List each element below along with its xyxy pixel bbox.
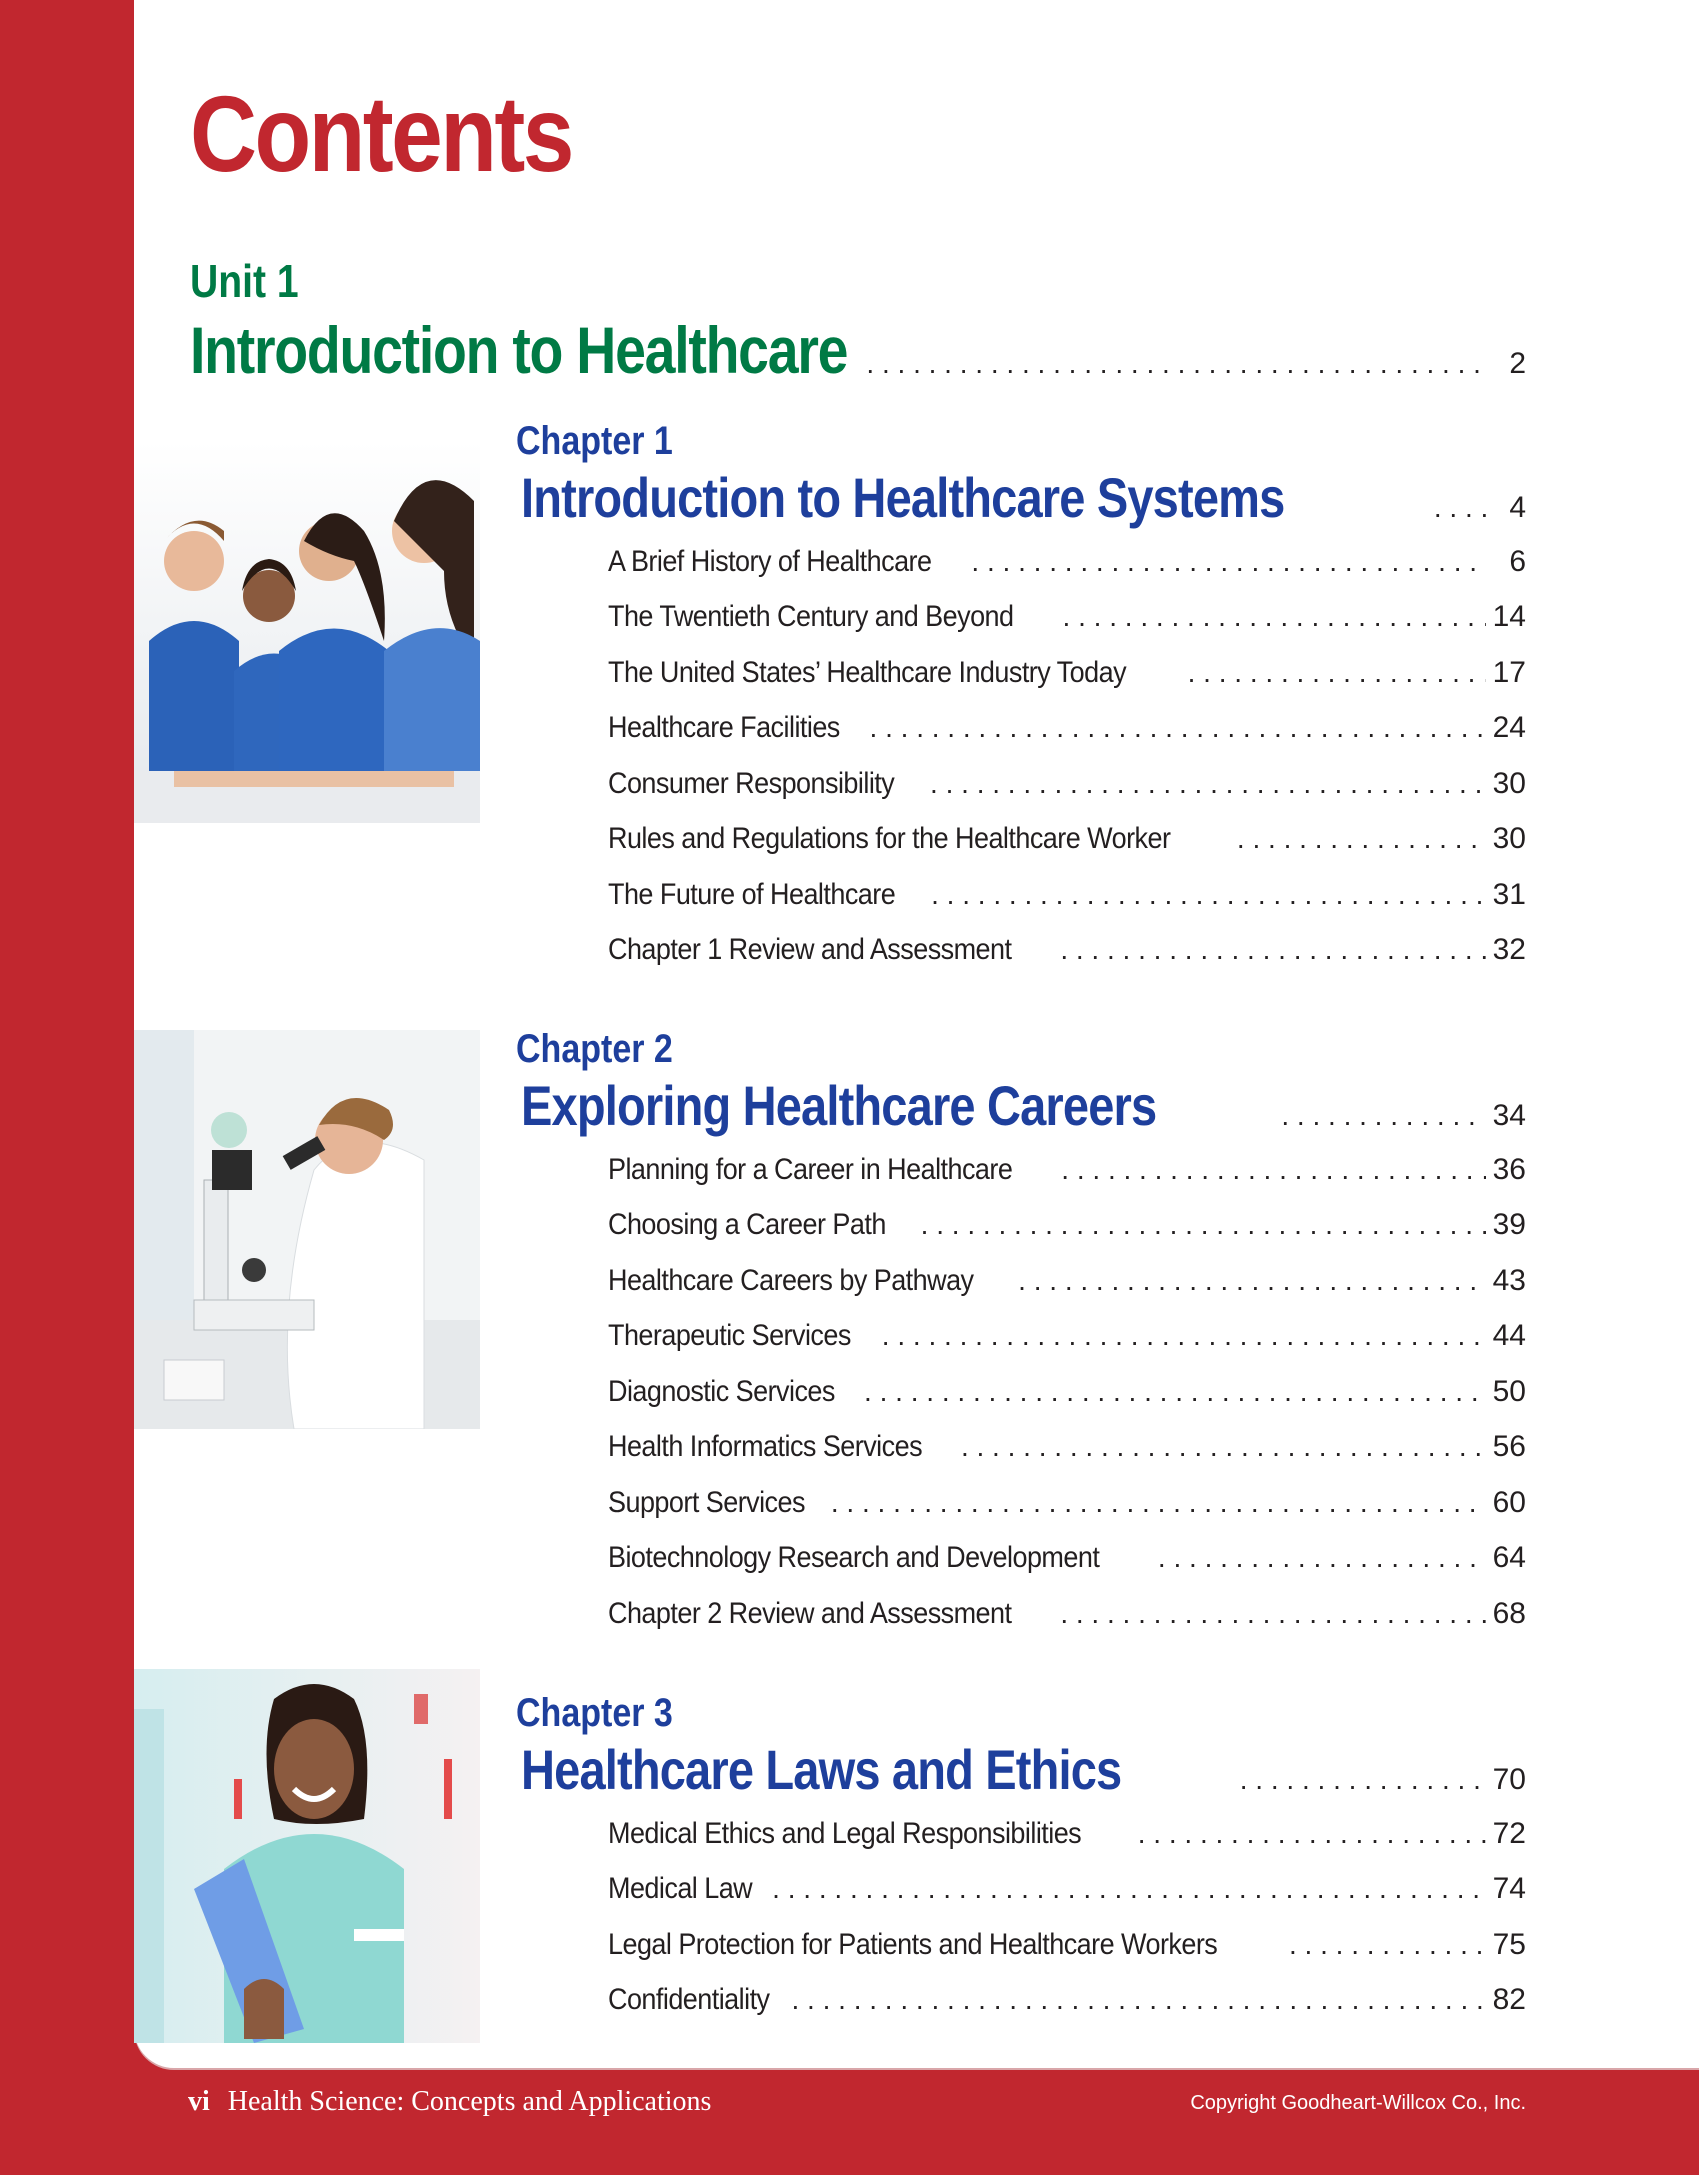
dot-leader: [1063, 601, 1486, 633]
chapter-2-label: Chapter 2: [516, 1027, 673, 1071]
nurse-with-clipboard-image: [134, 1669, 480, 2043]
entry-page-number: 14: [1492, 600, 1526, 633]
toc-entry[interactable]: [608, 656, 1526, 690]
dot-leader: [921, 1209, 1486, 1241]
entry-page-number: 31: [1492, 878, 1526, 911]
dot-leader: [1060, 1598, 1486, 1630]
dot-leader: [772, 1873, 1486, 1905]
entry-title: Choosing a Career Path: [608, 1208, 886, 1241]
entry-title: Chapter 1 Review and Assessment: [608, 933, 1012, 966]
dot-leader: [1158, 1542, 1486, 1574]
entry-title: Biotechnology Research and Development: [608, 1541, 1100, 1574]
entry-title: Therapeutic Services: [608, 1319, 851, 1352]
toc-entry[interactable]: [608, 545, 1526, 579]
chapter-3-page-number: 70: [1492, 1763, 1526, 1796]
entry-title: The Future of Healthcare: [608, 878, 896, 911]
entry-page-number: 56: [1492, 1430, 1526, 1463]
entry-title: Chapter 2 Review and Assessment: [608, 1597, 1012, 1630]
toc-entry[interactable]: [608, 1375, 1526, 1409]
toc-entry[interactable]: [608, 1208, 1526, 1242]
chapter-3-title: Healthcare Laws and Ethics: [521, 1738, 1122, 1801]
dot-leader: [870, 712, 1486, 744]
unit-label: Unit 1: [190, 255, 299, 307]
toc-entry[interactable]: [608, 1817, 1526, 1851]
toc-entry[interactable]: [608, 1319, 1526, 1353]
unit-page-number: 2: [1509, 347, 1526, 380]
entry-title: Medical Ethics and Legal Responsibilities: [608, 1817, 1082, 1850]
entry-title: A Brief History of Healthcare: [608, 545, 932, 578]
chapter-3-title-row[interactable]: [521, 1737, 1526, 1802]
entry-page-number: 6: [1509, 545, 1526, 578]
dot-leader: [1240, 1764, 1486, 1796]
toc-entry[interactable]: [608, 1541, 1526, 1575]
entry-page-number: 74: [1492, 1872, 1526, 1905]
dot-leader: [791, 1984, 1486, 2016]
toc-entry[interactable]: [608, 767, 1526, 801]
entry-page-number: 43: [1492, 1264, 1526, 1297]
dot-leader: [1188, 657, 1486, 689]
dot-leader: [1281, 1100, 1486, 1132]
footer-page-number: vi: [188, 2086, 210, 2117]
dot-leader: [1237, 823, 1486, 855]
toc-entry[interactable]: [608, 711, 1526, 745]
entry-title: Legal Protection for Patients and Healthcare Workers: [608, 1928, 1218, 1961]
entry-title: Medical Law: [608, 1872, 753, 1905]
entry-page-number: 64: [1492, 1541, 1526, 1574]
entry-page-number: 39: [1492, 1208, 1526, 1241]
entry-title: Health Informatics Services: [608, 1430, 923, 1463]
dot-leader: [882, 1320, 1486, 1352]
chapter-2-photo: [134, 1030, 480, 1429]
dot-leader: [831, 1487, 1486, 1519]
entry-page-number: 17: [1492, 656, 1526, 689]
chapter-1-photo: [134, 441, 480, 823]
entry-title: Rules and Regulations for the Healthcare Worker: [608, 822, 1171, 855]
chapter-2-page-number: 34: [1492, 1099, 1526, 1132]
dot-leader: [1060, 934, 1486, 966]
dot-leader: [1434, 492, 1486, 524]
toc-entry[interactable]: [608, 1872, 1526, 1906]
chapter-3-photo: [134, 1669, 480, 2043]
toc-entry[interactable]: [608, 600, 1526, 634]
entry-page-number: 44: [1492, 1319, 1526, 1352]
dot-leader: [866, 348, 1486, 380]
chapter-2-title: Exploring Healthcare Careers: [521, 1074, 1157, 1137]
scientist-microscope-image: [134, 1030, 480, 1429]
entry-page-number: 50: [1492, 1375, 1526, 1408]
chapter-2-title-row[interactable]: [521, 1073, 1526, 1138]
students-in-scrubs-image: [134, 441, 480, 823]
entry-title: Consumer Responsibility: [608, 767, 895, 800]
entry-title: The Twentieth Century and Beyond: [608, 600, 1014, 633]
toc-entry[interactable]: [608, 1486, 1526, 1520]
entry-title: Planning for a Career in Healthcare: [608, 1153, 1013, 1186]
toc-entry[interactable]: [608, 933, 1526, 967]
toc-entry[interactable]: [608, 1983, 1526, 2017]
entry-title: Healthcare Facilities: [608, 711, 840, 744]
dot-leader: [1289, 1929, 1486, 1961]
unit-title: Introduction to Healthcare: [190, 313, 848, 387]
entry-page-number: 75: [1492, 1928, 1526, 1961]
dot-leader: [1138, 1818, 1486, 1850]
entry-page-number: 68: [1492, 1597, 1526, 1630]
footer-book-title: Health Science: Concepts and Applications: [227, 2086, 712, 2117]
chapter-1-title-row[interactable]: [521, 465, 1526, 530]
toc-entry[interactable]: [608, 1153, 1526, 1187]
dot-leader: [1018, 1265, 1486, 1297]
toc-entry[interactable]: [608, 878, 1526, 912]
chapter-3-label: Chapter 3: [516, 1691, 673, 1735]
dot-leader: [1061, 1154, 1486, 1186]
chapter-1-title: Introduction to Healthcare Systems: [521, 466, 1285, 529]
dot-leader: [864, 1376, 1486, 1408]
entry-title: The United States’ Healthcare Industry Today: [608, 656, 1127, 689]
footer-copyright: Copyright Goodheart-Willcox Co., Inc.: [1190, 2092, 1526, 2114]
entry-title: Healthcare Careers by Pathway: [608, 1264, 974, 1297]
page-title: Contents: [190, 73, 572, 194]
footer-book-info: [188, 2086, 711, 2118]
entry-title: Confidentiality: [608, 1983, 770, 2016]
entry-page-number: 30: [1492, 822, 1526, 855]
toc-entry[interactable]: [608, 822, 1526, 856]
dot-leader: [971, 546, 1486, 578]
entry-title: Support Services: [608, 1486, 805, 1519]
entry-page-number: 32: [1492, 933, 1526, 966]
toc-entry[interactable]: [608, 1928, 1526, 1962]
toc-entry[interactable]: [608, 1430, 1526, 1464]
chapter-1-page-number: 4: [1509, 491, 1526, 524]
unit-title-row[interactable]: [190, 312, 1526, 388]
entry-page-number: 24: [1492, 711, 1526, 744]
entry-page-number: 30: [1492, 767, 1526, 800]
entry-page-number: 82: [1492, 1983, 1526, 2016]
toc-entry[interactable]: [608, 1597, 1526, 1631]
dot-leader: [930, 768, 1486, 800]
entry-page-number: 72: [1492, 1817, 1526, 1850]
toc-entry[interactable]: [608, 1264, 1526, 1298]
dot-leader: [931, 879, 1486, 911]
entry-title: Diagnostic Services: [608, 1375, 835, 1408]
entry-page-number: 60: [1492, 1486, 1526, 1519]
entry-page-number: 36: [1492, 1153, 1526, 1186]
dot-leader: [961, 1431, 1486, 1463]
chapter-1-label: Chapter 1: [516, 419, 673, 463]
